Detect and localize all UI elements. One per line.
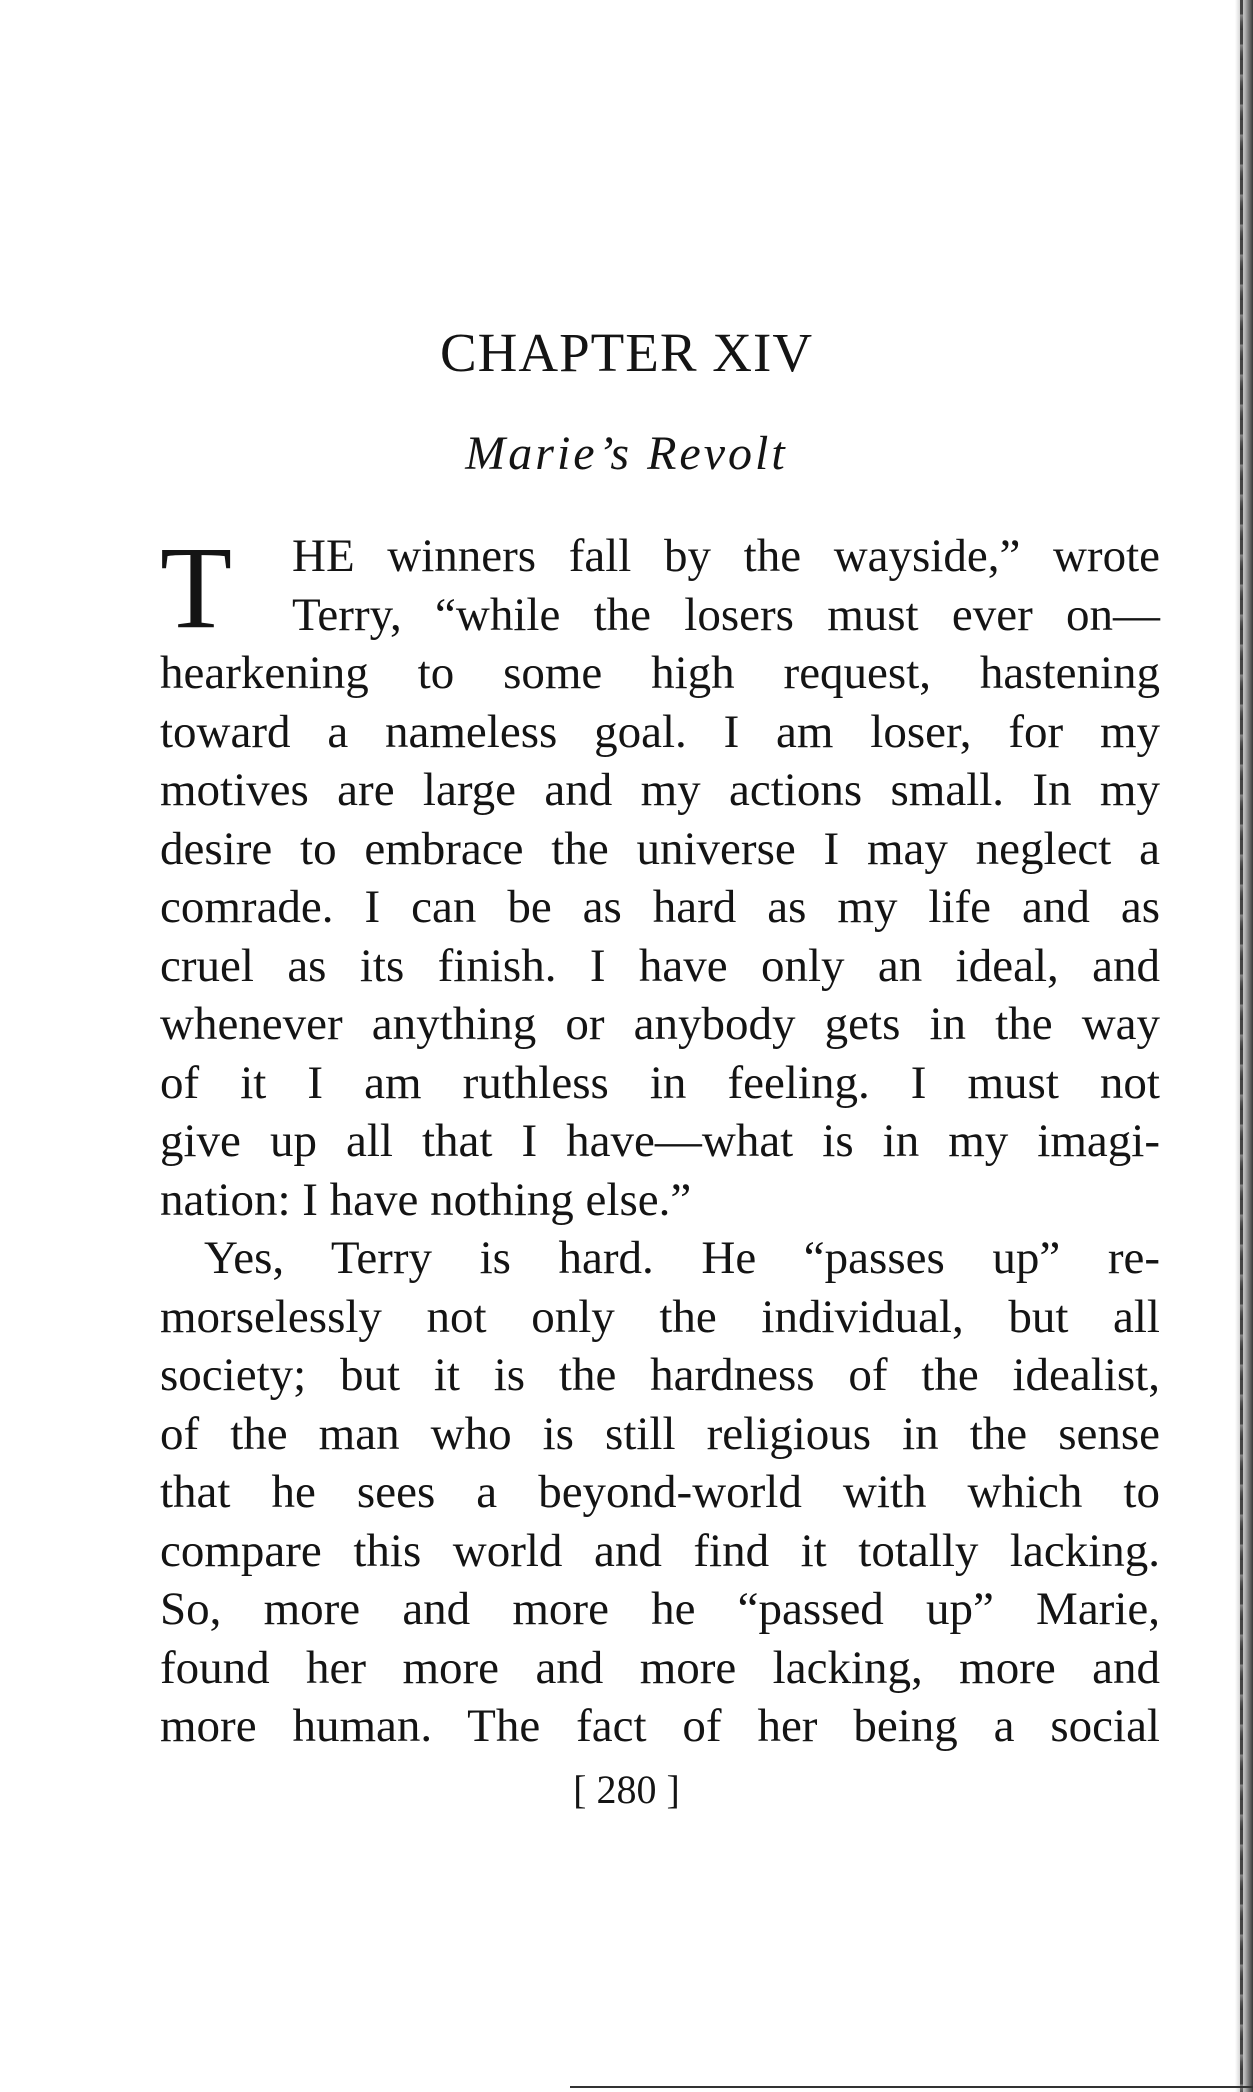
text-line: hearkening to some high request, hastening <box>160 647 1160 699</box>
text-line: So, more and more he “passed up” Marie, <box>160 1583 1160 1635</box>
chapter-heading: CHAPTER XIV <box>439 322 814 383</box>
scan-bottom-edge <box>570 2086 1253 2088</box>
text-line: cruel as its finish. I have only an ideal, and <box>160 939 1160 992</box>
body-text <box>160 522 1160 1756</box>
text-line: morselessly not only the individual, but all <box>160 1290 1160 1343</box>
text-line: compare this world and find it totally lacking. <box>160 1524 1160 1577</box>
text-line: society; but it is the hardness of the idealist, <box>160 1349 1160 1401</box>
text-line: Terry, “while the losers must ever on— <box>292 588 1160 641</box>
drop-cap: T <box>160 522 233 653</box>
text-line: Yes, Terry is hard. He “passes up” re- <box>204 1232 1160 1284</box>
text-line: HE winners fall by the wayside,” wrote <box>292 530 1160 582</box>
text-line: found her more and more lacking, more and <box>160 1641 1160 1694</box>
text-line: of the man who is still religious in the sense <box>160 1407 1160 1460</box>
text-line: that he sees a beyond-world with which to <box>160 1466 1160 1518</box>
text-line: toward a nameless goal. I am loser, for my <box>160 705 1160 758</box>
text-line: motives are large and my actions small. In my <box>160 764 1160 816</box>
page-number: [ 280 ] <box>573 1767 680 1812</box>
text-line: comrade. I can be as hard as my life and as <box>160 881 1160 933</box>
paragraph-1 <box>160 522 1160 1229</box>
text-line: desire to embrace the universe I may neglect a <box>160 822 1160 875</box>
text-line: give up all that I have—what is in my imagi- <box>160 1115 1160 1167</box>
text-line: of it I am ruthless in feeling. I must not <box>160 1056 1160 1109</box>
chapter-title: Marie’s Revolt <box>465 427 788 480</box>
text-line: whenever anything or anybody gets in the way <box>160 998 1160 1050</box>
text-line: more human. The fact of her being a social <box>160 1700 1160 1752</box>
text-line: nation: I have nothing else.” <box>160 1173 692 1226</box>
paragraph-2 <box>160 1229 1160 1756</box>
